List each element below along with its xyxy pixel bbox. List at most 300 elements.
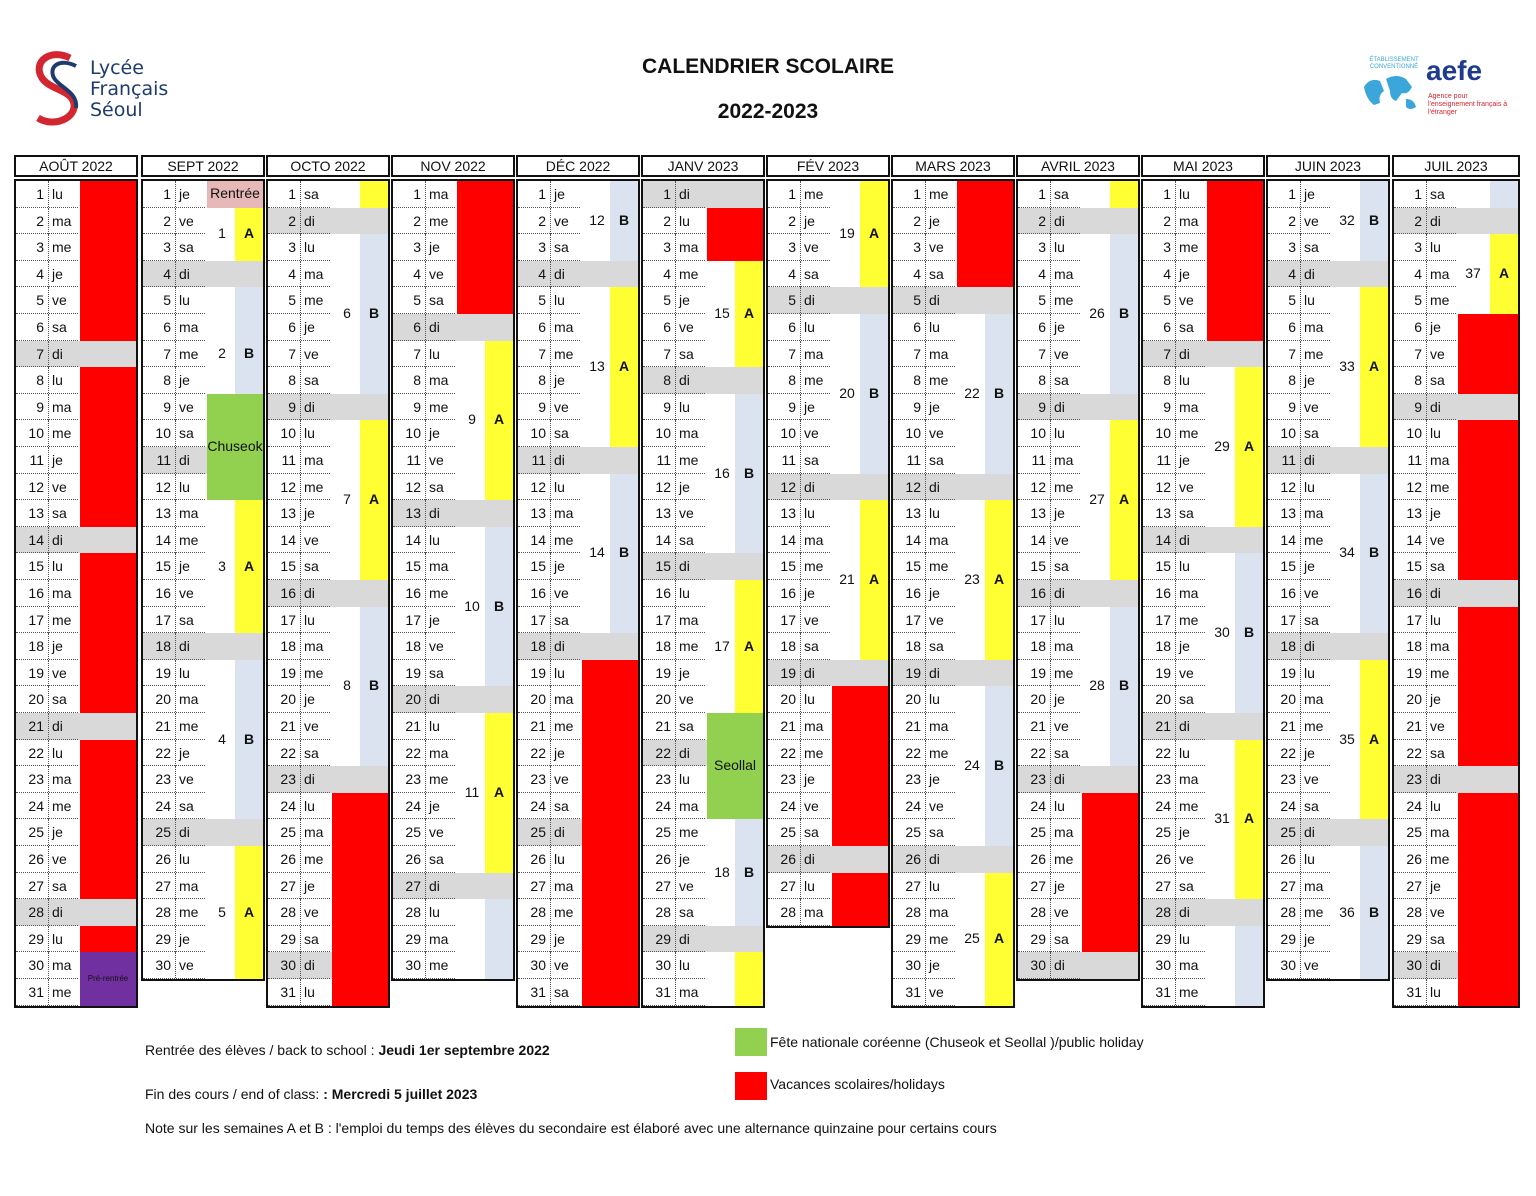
day-separator bbox=[1175, 341, 1176, 367]
day-number: 15 bbox=[280, 558, 296, 575]
day-separator bbox=[48, 660, 49, 686]
day-number: 2 bbox=[913, 212, 921, 229]
day-name: di bbox=[679, 558, 690, 575]
day-row bbox=[143, 899, 205, 926]
week-number: 14 bbox=[589, 544, 605, 561]
day-separator bbox=[1050, 926, 1051, 952]
day-number: 26 bbox=[905, 851, 921, 867]
day-separator bbox=[175, 500, 176, 526]
day-number: 6 bbox=[913, 319, 921, 335]
day-separator bbox=[550, 979, 551, 1005]
day-name: je bbox=[304, 505, 315, 522]
day-row bbox=[643, 234, 705, 261]
day-row bbox=[1394, 740, 1456, 767]
day-name: ve bbox=[679, 319, 694, 335]
day-number: 22 bbox=[905, 744, 921, 761]
day-row bbox=[1018, 500, 1080, 527]
day-number: 10 bbox=[905, 425, 921, 442]
day-separator bbox=[1175, 873, 1176, 899]
day-row bbox=[1018, 314, 1080, 341]
day-row bbox=[893, 287, 955, 314]
day-row bbox=[393, 500, 455, 527]
day-name: je bbox=[1179, 265, 1190, 282]
week-letter: B bbox=[1118, 677, 1130, 694]
month-header: FÉV 2023 bbox=[766, 155, 890, 177]
legend-green-swatch bbox=[735, 1028, 767, 1056]
day-number: 25 bbox=[1280, 824, 1296, 841]
day-number: 24 bbox=[155, 797, 171, 814]
day-separator bbox=[48, 234, 49, 260]
day-row bbox=[1143, 766, 1205, 793]
week-letter: B bbox=[493, 597, 505, 614]
day-row bbox=[1143, 633, 1205, 660]
day-name: me bbox=[554, 718, 574, 734]
day-number: 22 bbox=[1406, 744, 1422, 761]
day-name: je bbox=[429, 797, 440, 814]
day-separator bbox=[425, 952, 426, 978]
day-name: ma bbox=[52, 585, 72, 601]
day-separator bbox=[1175, 766, 1176, 792]
day-number: 27 bbox=[1406, 877, 1422, 894]
day-name: lu bbox=[52, 930, 63, 947]
day-number: 27 bbox=[780, 877, 796, 894]
day-number: 23 bbox=[1155, 771, 1171, 788]
day-name: lu bbox=[1430, 239, 1441, 256]
day-row bbox=[1018, 208, 1080, 235]
day-separator bbox=[675, 208, 676, 234]
day-number: 28 bbox=[1030, 904, 1046, 921]
day-row bbox=[1018, 952, 1080, 979]
day-name: sa bbox=[1430, 744, 1445, 761]
day-number: 17 bbox=[780, 611, 796, 628]
day-name: je bbox=[1179, 638, 1190, 655]
day-name: je bbox=[52, 452, 63, 468]
day-name: ve bbox=[554, 398, 569, 415]
day-separator bbox=[48, 287, 49, 313]
week-number: 15 bbox=[714, 305, 730, 321]
day-separator bbox=[175, 660, 176, 686]
day-name: me bbox=[179, 718, 199, 734]
day-number: 14 bbox=[655, 531, 671, 548]
day-separator bbox=[800, 553, 801, 579]
day-name: di bbox=[1304, 638, 1315, 655]
fin-label: Fin des cours / end of class: bbox=[145, 1086, 324, 1102]
day-number: 20 bbox=[530, 691, 546, 708]
day-separator bbox=[925, 846, 926, 872]
day-row bbox=[518, 474, 580, 501]
day-number: 24 bbox=[530, 797, 546, 814]
day-name: je bbox=[554, 930, 565, 947]
day-separator bbox=[300, 713, 301, 739]
day-number: 18 bbox=[905, 638, 921, 655]
day-name: di bbox=[52, 718, 63, 734]
week-number: 19 bbox=[839, 225, 855, 242]
day-separator bbox=[300, 447, 301, 473]
week-band bbox=[1490, 181, 1518, 208]
day-name: sa bbox=[804, 824, 819, 841]
day-name: je bbox=[929, 398, 940, 415]
day-separator bbox=[800, 899, 801, 925]
day-name: ma bbox=[554, 877, 574, 894]
day-separator bbox=[1175, 713, 1176, 739]
day-row bbox=[1394, 686, 1456, 713]
day-row bbox=[1268, 367, 1330, 394]
day-row bbox=[143, 819, 205, 846]
day-name: sa bbox=[1054, 186, 1069, 202]
day-separator bbox=[48, 181, 49, 207]
day-number: 16 bbox=[1280, 585, 1296, 601]
day-name: di bbox=[304, 771, 315, 788]
day-separator bbox=[425, 873, 426, 899]
day-name: ma bbox=[1304, 691, 1324, 708]
day-row bbox=[143, 580, 205, 607]
day-number: 1 bbox=[538, 186, 546, 202]
day-row bbox=[643, 607, 705, 634]
day-row bbox=[1143, 846, 1205, 873]
day-number: 12 bbox=[405, 478, 421, 495]
day-number: 24 bbox=[28, 797, 44, 814]
day-name: di bbox=[1430, 212, 1441, 229]
day-separator bbox=[48, 553, 49, 579]
day-name: sa bbox=[429, 292, 444, 309]
day-number: 10 bbox=[530, 425, 546, 442]
day-row bbox=[768, 181, 830, 208]
day-name: sa bbox=[304, 558, 319, 575]
day-name: me bbox=[1430, 478, 1450, 495]
day-separator bbox=[800, 474, 801, 500]
day-separator bbox=[48, 420, 49, 446]
day-row bbox=[143, 607, 205, 634]
day-name: lu bbox=[52, 186, 63, 202]
block-label: Chuseok bbox=[207, 437, 263, 454]
day-name: me bbox=[1304, 904, 1324, 921]
day-name: di bbox=[1304, 265, 1315, 282]
day-number: 20 bbox=[655, 691, 671, 708]
day-row bbox=[1394, 447, 1456, 474]
day-separator bbox=[1175, 500, 1176, 526]
day-number: 13 bbox=[780, 505, 796, 522]
day-separator bbox=[550, 899, 551, 925]
day-name: me bbox=[1179, 611, 1199, 628]
day-number: 28 bbox=[155, 904, 171, 921]
day-number: 4 bbox=[1414, 265, 1422, 282]
day-name: ve bbox=[1304, 212, 1319, 229]
day-row bbox=[268, 527, 330, 554]
day-separator bbox=[675, 287, 676, 313]
day-number: 5 bbox=[913, 292, 921, 309]
day-row bbox=[16, 873, 78, 900]
day-separator bbox=[675, 633, 676, 659]
day-name: me bbox=[679, 638, 699, 655]
day-row bbox=[1018, 394, 1080, 421]
day-number: 3 bbox=[788, 239, 796, 256]
day-name: ma bbox=[1304, 505, 1324, 522]
day-name: ve bbox=[554, 585, 569, 601]
day-number: 1 bbox=[163, 186, 171, 202]
day-name: lu bbox=[304, 611, 315, 628]
day-number: 24 bbox=[905, 797, 921, 814]
day-number: 3 bbox=[413, 239, 421, 256]
day-row bbox=[893, 952, 955, 979]
day-name: di bbox=[804, 664, 815, 681]
day-row bbox=[393, 527, 455, 554]
week-number: 8 bbox=[343, 677, 351, 694]
day-row bbox=[768, 660, 830, 687]
day-number: 31 bbox=[1155, 984, 1171, 1000]
day-row bbox=[143, 527, 205, 554]
day-row bbox=[1394, 394, 1456, 421]
day-name: di bbox=[1054, 212, 1065, 229]
day-separator bbox=[550, 394, 551, 420]
day-number: 2 bbox=[1288, 212, 1296, 229]
day-separator bbox=[425, 394, 426, 420]
day-name: me bbox=[1304, 345, 1324, 362]
day-name: je bbox=[179, 558, 190, 575]
day-separator bbox=[1175, 952, 1176, 978]
day-name: me bbox=[1179, 984, 1199, 1000]
day-number: 10 bbox=[1406, 425, 1422, 442]
day-separator bbox=[800, 793, 801, 819]
day-row bbox=[268, 341, 330, 368]
day-row bbox=[1268, 660, 1330, 687]
day-number: 6 bbox=[36, 319, 44, 335]
day-separator bbox=[300, 580, 301, 606]
day-name: lu bbox=[554, 478, 565, 495]
day-separator bbox=[48, 766, 49, 792]
week-letter: B bbox=[618, 211, 630, 228]
day-name: ve bbox=[929, 425, 944, 442]
day-name: sa bbox=[179, 425, 194, 442]
day-name: di bbox=[52, 345, 63, 362]
week-number: 2 bbox=[218, 344, 226, 361]
day-separator bbox=[550, 234, 551, 260]
day-separator bbox=[675, 952, 676, 978]
day-separator bbox=[175, 420, 176, 446]
week-letter: B bbox=[243, 730, 255, 747]
week-letter: A bbox=[1498, 265, 1510, 282]
day-number: 26 bbox=[155, 851, 171, 867]
day-name: ve bbox=[52, 664, 67, 681]
day-separator bbox=[175, 686, 176, 712]
day-separator bbox=[425, 447, 426, 473]
day-name: me bbox=[52, 984, 72, 1000]
day-separator bbox=[1426, 234, 1427, 260]
day-separator bbox=[1300, 633, 1301, 659]
day-name: sa bbox=[679, 718, 694, 734]
day-number: 15 bbox=[1406, 558, 1422, 575]
day-name: me bbox=[1179, 425, 1199, 442]
day-number: 8 bbox=[36, 372, 44, 389]
day-name: ma bbox=[304, 452, 324, 468]
day-separator bbox=[675, 793, 676, 819]
day-name: sa bbox=[52, 691, 67, 708]
day-row bbox=[768, 766, 830, 793]
month-column bbox=[141, 179, 265, 981]
day-number: 7 bbox=[788, 345, 796, 362]
day-name: ve bbox=[1054, 345, 1069, 362]
day-number: 16 bbox=[1406, 585, 1422, 601]
day-number: 17 bbox=[530, 611, 546, 628]
day-separator bbox=[800, 819, 801, 845]
day-row bbox=[143, 474, 205, 501]
day-row bbox=[143, 633, 205, 660]
day-row bbox=[143, 341, 205, 368]
day-number: 18 bbox=[1030, 638, 1046, 655]
day-name: sa bbox=[1430, 558, 1445, 575]
day-number: 16 bbox=[280, 585, 296, 601]
day-number: 7 bbox=[1414, 345, 1422, 362]
day-row bbox=[268, 580, 330, 607]
day-number: 13 bbox=[1155, 505, 1171, 522]
day-row bbox=[16, 553, 78, 580]
block-label: Rentrée bbox=[210, 185, 260, 202]
day-row bbox=[768, 553, 830, 580]
day-name: ve bbox=[1430, 345, 1445, 362]
holiday-block bbox=[1458, 793, 1518, 1006]
day-separator bbox=[425, 740, 426, 766]
day-row bbox=[768, 367, 830, 394]
day-number: 13 bbox=[530, 505, 546, 522]
week-number: 12 bbox=[589, 211, 605, 228]
day-separator bbox=[925, 261, 926, 287]
day-name: ve bbox=[679, 691, 694, 708]
day-number: 21 bbox=[155, 718, 171, 734]
day-name: ma bbox=[1054, 265, 1074, 282]
day-name: ve bbox=[804, 797, 819, 814]
day-separator bbox=[800, 633, 801, 659]
day-number: 5 bbox=[538, 292, 546, 309]
day-separator bbox=[300, 633, 301, 659]
day-number: 6 bbox=[1163, 319, 1171, 335]
day-name: sa bbox=[929, 638, 944, 655]
day-name: di bbox=[554, 824, 565, 841]
week-number: 16 bbox=[714, 464, 730, 481]
day-row bbox=[1143, 208, 1205, 235]
day-name: ve bbox=[429, 265, 444, 282]
day-number: 25 bbox=[280, 824, 296, 841]
day-name: di bbox=[179, 824, 190, 841]
day-row bbox=[1018, 474, 1080, 501]
day-separator bbox=[1426, 926, 1427, 952]
week-letter: A bbox=[1243, 810, 1255, 827]
day-number: 19 bbox=[155, 664, 171, 681]
day-number: 6 bbox=[288, 319, 296, 335]
day-number: 15 bbox=[655, 558, 671, 575]
day-name: je bbox=[804, 398, 815, 415]
day-number: 5 bbox=[163, 292, 171, 309]
day-separator bbox=[1426, 873, 1427, 899]
day-separator bbox=[1175, 633, 1176, 659]
day-name: sa bbox=[929, 265, 944, 282]
day-name: je bbox=[929, 585, 940, 601]
day-separator bbox=[800, 287, 801, 313]
day-name: lu bbox=[929, 319, 940, 335]
day-name: je bbox=[179, 186, 190, 202]
day-name: ve bbox=[1054, 904, 1069, 921]
day-separator bbox=[48, 500, 49, 526]
day-separator bbox=[48, 979, 49, 1005]
day-number: 2 bbox=[1414, 212, 1422, 229]
day-row bbox=[518, 713, 580, 740]
day-separator bbox=[1300, 314, 1301, 340]
day-row bbox=[16, 660, 78, 687]
day-row bbox=[393, 367, 455, 394]
day-separator bbox=[550, 633, 551, 659]
day-name: lu bbox=[179, 292, 190, 309]
day-number: 21 bbox=[28, 718, 44, 734]
day-row bbox=[1268, 713, 1330, 740]
day-name: di bbox=[304, 957, 315, 974]
day-number: 29 bbox=[405, 930, 421, 947]
day-separator bbox=[1050, 261, 1051, 287]
day-name: ve bbox=[429, 824, 444, 841]
day-separator bbox=[1050, 686, 1051, 712]
day-separator bbox=[1300, 793, 1301, 819]
day-name: me bbox=[429, 585, 449, 601]
day-row bbox=[893, 926, 955, 953]
day-row bbox=[893, 793, 955, 820]
day-number: 11 bbox=[406, 452, 421, 468]
holiday-block bbox=[832, 686, 888, 846]
day-separator bbox=[925, 394, 926, 420]
day-separator bbox=[425, 607, 426, 633]
day-separator bbox=[1050, 208, 1051, 234]
day-number: 17 bbox=[405, 611, 421, 628]
day-row bbox=[1018, 181, 1080, 208]
day-name: di bbox=[554, 265, 565, 282]
week-number: 27 bbox=[1089, 491, 1105, 508]
day-separator bbox=[550, 314, 551, 340]
day-row bbox=[1018, 553, 1080, 580]
day-row bbox=[1018, 899, 1080, 926]
day-name: je bbox=[179, 930, 190, 947]
day-name: je bbox=[1304, 744, 1315, 761]
day-separator bbox=[1426, 793, 1427, 819]
day-row bbox=[16, 474, 78, 501]
day-name: sa bbox=[429, 664, 444, 681]
day-name: me bbox=[52, 611, 72, 628]
day-separator bbox=[425, 261, 426, 287]
day-name: ve bbox=[1304, 771, 1319, 788]
day-row bbox=[393, 261, 455, 288]
day-name: je bbox=[429, 425, 440, 442]
rentree-label: Rentrée des élèves / back to school : bbox=[145, 1042, 379, 1058]
day-name: sa bbox=[804, 638, 819, 655]
day-separator bbox=[1175, 846, 1176, 872]
day-name: me bbox=[804, 744, 824, 761]
day-separator bbox=[1300, 553, 1301, 579]
day-number: 24 bbox=[1280, 797, 1296, 814]
day-number: 27 bbox=[405, 877, 421, 894]
day-name: di bbox=[1430, 398, 1441, 415]
day-separator bbox=[800, 314, 801, 340]
day-row bbox=[1268, 500, 1330, 527]
day-row bbox=[1268, 580, 1330, 607]
day-separator bbox=[300, 527, 301, 553]
day-row bbox=[1268, 633, 1330, 660]
day-number: 27 bbox=[905, 877, 921, 894]
day-row bbox=[893, 899, 955, 926]
day-number: 25 bbox=[1406, 824, 1422, 841]
day-number: 21 bbox=[280, 718, 296, 734]
day-row bbox=[143, 713, 205, 740]
day-row bbox=[518, 341, 580, 368]
day-number: 6 bbox=[1414, 319, 1422, 335]
day-separator bbox=[1300, 740, 1301, 766]
day-row bbox=[1394, 367, 1456, 394]
day-name: lu bbox=[1054, 797, 1065, 814]
day-number: 30 bbox=[655, 957, 671, 974]
